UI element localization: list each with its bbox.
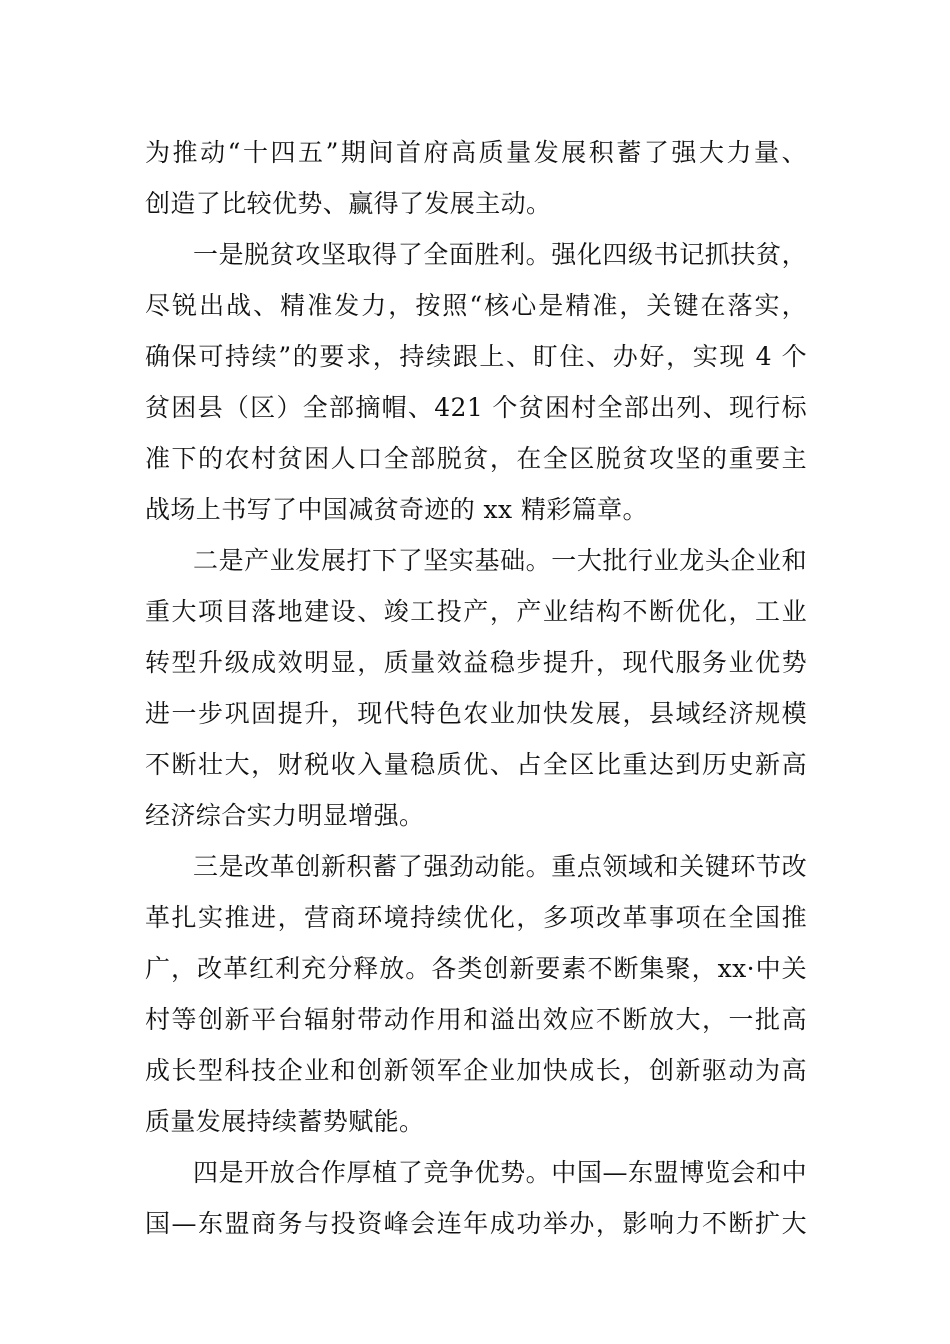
text-line: 一是脱贫攻坚取得了全面胜利。强化四级书记抓扶贫，	[193, 240, 807, 269]
text-line: 广，改革红利充分释放。各类创新要素不断集聚，xx·中关	[145, 954, 807, 983]
text-line: 进一步巩固提升，现代特色农业加快发展，县域经济规模	[145, 699, 807, 728]
text-line: 战场上书写了中国减贫奇迹的 xx 精彩篇章。	[145, 495, 648, 524]
text-line: 尽锐出战、精准发力，按照“核心是精准，关键在落实，	[145, 291, 807, 320]
paragraph-industry-development	[145, 535, 807, 841]
text-line: 转型升级成效明显，质量效益稳步提升，现代服务业优势	[145, 648, 807, 677]
text-line: 三是改革创新积蓄了强劲动能。重点领域和关键环节改	[193, 852, 807, 881]
text-line: 经济综合实力明显增强。	[145, 801, 425, 830]
text-line: 质量发展持续蓄势赋能。	[145, 1107, 425, 1136]
text-line: 四是开放合作厚植了竞争优势。中国—东盟博览会和中	[193, 1158, 807, 1187]
paragraph-opening-cooperation	[145, 1147, 807, 1249]
text-line: 革扎实推进，营商环境持续优化，多项改革事项在全国推	[145, 903, 807, 932]
text-line: 村等创新平台辐射带动作用和溢出效应不断放大，一批高	[145, 1005, 807, 1034]
text-line: 确保可持续”的要求，持续跟上、盯住、办好，实现 4 个	[145, 342, 807, 371]
text-line: 国—东盟商务与投资峰会连年成功举办，影响力不断扩大	[145, 1209, 807, 1238]
paragraph-reform-innovation	[145, 841, 807, 1147]
text-line: 准下的农村贫困人口全部脱贫，在全区脱贫攻坚的重要主	[145, 444, 807, 473]
text-line: 为推动“十四五”期间首府高质量发展积蓄了强大力量、	[145, 138, 807, 167]
text-line: 创造了比较优势、赢得了发展主动。	[145, 189, 552, 218]
document-body	[145, 127, 807, 1249]
paragraph-poverty-alleviation	[145, 229, 807, 535]
text-line: 二是产业发展打下了坚实基础。一大批行业龙头企业和	[193, 546, 807, 575]
paragraph-continuation	[145, 127, 807, 229]
text-line: 不断壮大，财税收入量稳质优、占全区比重达到历史新高	[145, 750, 807, 779]
text-line: 重大项目落地建设、竣工投产，产业结构不断优化，工业	[145, 597, 807, 626]
text-line: 成长型科技企业和创新领军企业加快成长，创新驱动为高	[145, 1056, 807, 1085]
text-line: 贫困县（区）全部摘帽、421 个贫困村全部出列、现行标	[145, 393, 807, 422]
